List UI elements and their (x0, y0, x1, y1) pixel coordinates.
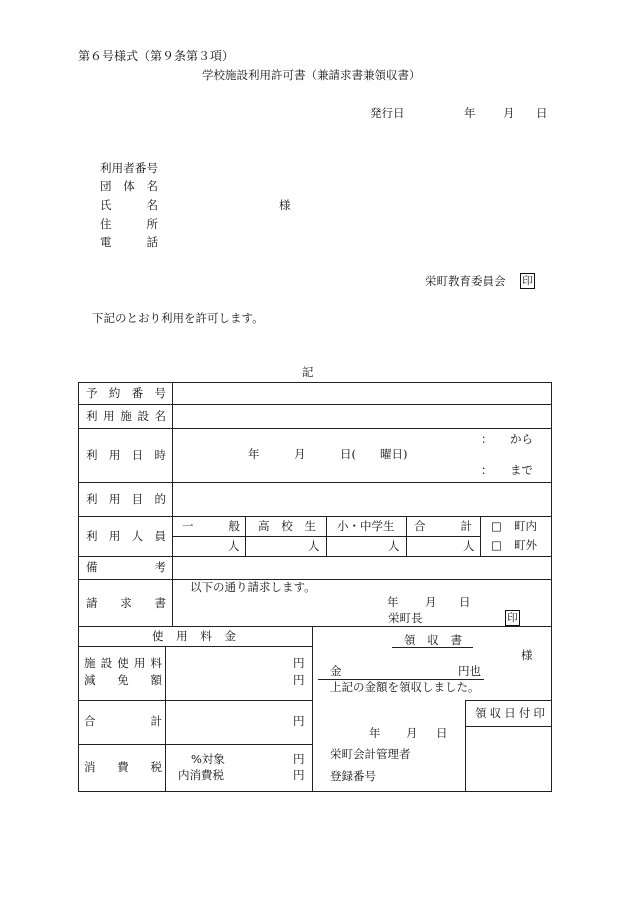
label-char: 書 (154, 596, 166, 610)
label-char: 予 (86, 386, 98, 400)
label-char: 額 (150, 673, 162, 687)
receipt-honorific: 様 (521, 648, 533, 662)
invoice-year: 年 (387, 595, 399, 609)
label-char: 付 (518, 706, 531, 720)
in-town-label: 町内 (514, 519, 537, 533)
label-char: 用 (108, 529, 121, 543)
label-char: 費 (117, 760, 129, 774)
label-char: 電 (100, 235, 112, 249)
label-char: 領 (475, 706, 487, 720)
label-char: 合 (414, 519, 426, 533)
label-char: 利 (86, 529, 98, 543)
tax-included-label: 内消費税 (178, 768, 224, 782)
datetime-label (86, 448, 166, 462)
label-char: 税 (150, 760, 162, 774)
issue-date-year: 年 (464, 106, 476, 120)
label-char: 名 (146, 179, 158, 193)
label-char: 金 (224, 629, 236, 643)
label-char: 般 (228, 519, 240, 533)
invoice-text: 以下の通り請求します。 (190, 580, 316, 594)
label-char: 利 (86, 409, 98, 423)
facility-label (86, 409, 166, 423)
amount-prefix: 金 (330, 664, 342, 678)
label-char: 校 (281, 519, 293, 533)
label-char: 消 (84, 760, 96, 774)
received-text: 上記の金額を領収しました。 (330, 680, 480, 694)
label-char: 請 (86, 596, 98, 610)
purpose-label (86, 492, 166, 506)
tax-label (84, 760, 162, 774)
issue-date-month: 月 (503, 106, 515, 120)
form-number: 第６号様式（第９条第３項） (78, 49, 235, 63)
tax-included-yen: 円 (293, 768, 305, 782)
label-char: 日 (504, 706, 516, 720)
exemption-yen: 円 (293, 673, 305, 687)
label-char: 員 (154, 529, 166, 543)
group-name-label (100, 179, 158, 193)
datetime-from: から (510, 432, 533, 446)
address-label (100, 217, 158, 231)
tax-target-yen: 円 (293, 752, 305, 766)
label-char: 団 (100, 179, 112, 193)
label-char: 用 (111, 161, 124, 175)
label-char: 一 (182, 519, 194, 533)
datetime-to-colon: ： (481, 463, 493, 477)
label-char: 目 (131, 492, 144, 506)
label-char: 考 (154, 560, 166, 574)
label-char: 使 (117, 656, 129, 670)
attendees-highschool-header (258, 519, 316, 533)
label-char: 収 (427, 633, 439, 647)
invoice-month: 月 (425, 595, 437, 609)
datetime-day: 日( (340, 447, 356, 461)
label-char: 免 (117, 673, 129, 687)
attendees-general-header (182, 519, 240, 533)
label-char: 高 (258, 519, 270, 533)
label-char: 設 (100, 656, 113, 670)
label-char: 利 (100, 161, 112, 175)
tax-target-label: %対象 (191, 752, 225, 766)
remarks-label (86, 560, 166, 574)
attendees-elementary-unit: 人 (388, 539, 400, 553)
label-char: 話 (146, 235, 158, 249)
out-town-label: 町外 (514, 538, 537, 552)
facility-fee-label (84, 656, 162, 670)
fees-total-yen: 円 (293, 714, 305, 728)
issue-date-day: 日 (536, 106, 548, 120)
datetime-weekday: 曜日) (380, 447, 408, 461)
label-char: 領 (404, 633, 416, 647)
issuer-name: 栄町教育委員会 (425, 274, 506, 288)
label-char: 生 (304, 519, 316, 533)
label-char: 日 (131, 448, 144, 462)
label-char: 番 (134, 161, 147, 175)
datetime-from-colon: ： (481, 432, 493, 446)
label-char: 者 (123, 161, 135, 175)
datetime-to: まで (510, 463, 533, 477)
fees-total-label (84, 714, 162, 728)
invoice-day: 日 (459, 595, 471, 609)
label-char: 施 (120, 409, 132, 423)
name-label (100, 198, 158, 212)
invoice-mayor: 栄町長 (388, 611, 423, 625)
ki-heading: 記 (302, 365, 314, 379)
label-char: 用 (176, 629, 188, 643)
label-char: 住 (100, 217, 112, 231)
phone-label (100, 235, 158, 249)
issuer-seal: 印 (520, 273, 535, 289)
invoice-seal: 印 (505, 610, 520, 626)
label-char: 時 (154, 448, 166, 462)
label-char: 約 (108, 386, 121, 400)
label-char: 利 (86, 492, 98, 506)
issue-date-label: 発行日 (370, 106, 405, 120)
label-char: 印 (533, 706, 545, 720)
label-char: 人 (131, 529, 144, 543)
label-char: 用 (103, 409, 115, 423)
date-stamp-label (475, 706, 545, 720)
label-char: 氏 (100, 198, 112, 212)
label-char: 計 (460, 519, 472, 533)
attendees-elementary-header: 小・中学生 (337, 519, 395, 533)
label-char: 号 (154, 386, 166, 400)
label-char: 収 (489, 706, 502, 720)
document-title: 学校施設利用許可書（兼請求書兼領収書） (202, 68, 421, 82)
label-char: 名 (154, 409, 166, 423)
registration-number-label: 登録番号 (330, 769, 376, 783)
label-char: 減 (84, 673, 96, 687)
label-char: 料 (200, 629, 212, 643)
exemption-label (84, 673, 162, 687)
receipt-year: 年 (369, 726, 381, 740)
datetime-year: 年 (248, 447, 260, 461)
invoice-label (86, 596, 166, 610)
reservation-number-label (86, 386, 166, 400)
label-char: 所 (146, 217, 158, 231)
in-town-checkbox: □ (491, 519, 502, 533)
label-char: 用 (133, 656, 146, 670)
label-char: 体 (123, 179, 135, 193)
label-char: 番 (131, 386, 144, 400)
label-char: 用 (108, 492, 121, 506)
permission-statement: 下記のとおり利用を許可します。 (92, 311, 264, 325)
label-char: 利 (86, 448, 98, 462)
datetime-month: 月 (294, 447, 306, 461)
label-char: 設 (137, 409, 149, 423)
label-char: 備 (86, 560, 98, 574)
out-town-checkbox: □ (491, 538, 502, 552)
attendees-total-header (414, 519, 472, 533)
label-char: 名 (146, 198, 158, 212)
amount-suffix: 円也 (458, 664, 481, 678)
label-char: 施 (84, 656, 96, 670)
receipt-day: 日 (436, 726, 448, 740)
label-char: 料 (150, 656, 162, 670)
label-char: 書 (450, 633, 462, 647)
attendees-highschool-unit: 人 (308, 539, 320, 553)
label-char: 求 (120, 596, 132, 610)
attendees-general-unit: 人 (228, 539, 240, 553)
fees-header (152, 629, 236, 643)
label-char: 合 (84, 714, 96, 728)
attendees-label (86, 529, 166, 543)
label-char: 使 (152, 629, 164, 643)
user-number-label (100, 161, 158, 175)
attendees-total-unit: 人 (463, 539, 475, 553)
facility-fee-yen: 円 (293, 656, 305, 670)
label-char: 用 (108, 448, 121, 462)
name-honorific: 様 (279, 198, 291, 212)
label-char: 計 (150, 714, 162, 728)
accounting-officer: 栄町会計管理者 (330, 747, 411, 761)
label-char: 的 (154, 492, 166, 506)
receipt-title (404, 633, 462, 647)
label-char: 号 (146, 161, 158, 175)
receipt-month: 月 (406, 726, 418, 740)
